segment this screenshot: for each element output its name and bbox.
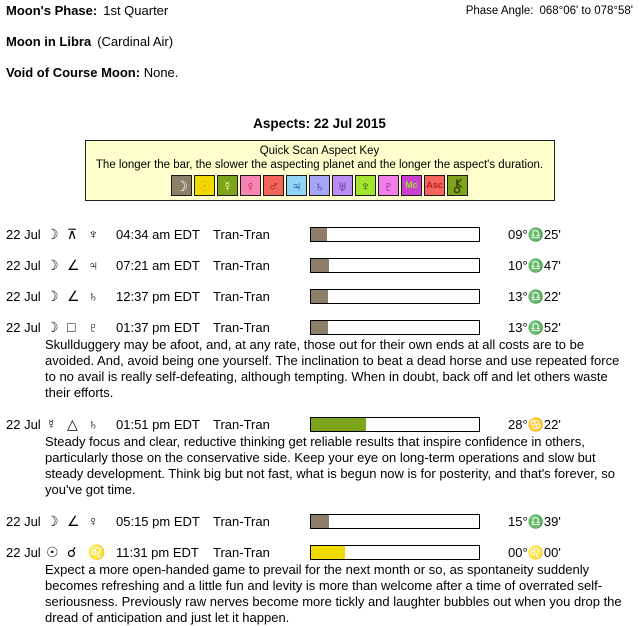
trine-aspect-glyph: △ <box>67 416 78 432</box>
aspect-row <box>6 514 633 529</box>
position-degrees: 13° <box>508 289 528 304</box>
aspect-date: 22 Jul <box>6 289 41 304</box>
saturn-glyph: ♄ <box>88 288 99 304</box>
square-aspect-glyph: □ <box>67 319 76 335</box>
aspect-position <box>508 289 561 304</box>
aspect-time: 12:37 pm EDT <box>116 289 200 304</box>
aspect-type: Tran-Tran <box>213 227 270 242</box>
cancer-sign-glyph: ♋ <box>527 417 544 432</box>
planet-key-saturn: ♄ <box>309 175 330 196</box>
neptune-glyph: ♆ <box>88 226 99 242</box>
position-minutes: 22' <box>543 289 561 304</box>
aspect-entry <box>6 514 633 529</box>
chiron-icon <box>451 178 464 194</box>
pluto-glyph: ♇ <box>88 319 99 335</box>
aspect-type: Tran-Tran <box>213 514 270 529</box>
aspect-glyphs <box>46 417 116 432</box>
sun-glyph: ☉ <box>46 544 59 560</box>
position-degrees: 10° <box>508 258 528 273</box>
aspect-key-subtitle: The longer the bar, the slower the aspecting planet and the longer the aspect's duration. <box>95 159 544 171</box>
position-minutes: 39' <box>543 514 561 529</box>
leo-glyph: ♌ <box>88 544 106 560</box>
aspect-glyphs <box>46 320 116 335</box>
void-of-course-line <box>6 66 633 80</box>
moon-sign-label: Moon in Libra <box>6 34 92 49</box>
aspect-glyphs <box>46 289 116 304</box>
moon-glyph: ☽ <box>46 319 59 335</box>
aspect-date: 22 Jul <box>6 227 41 242</box>
venus-glyph: ♀ <box>88 513 99 529</box>
aspect-position <box>508 258 561 273</box>
aspect-time: 04:34 am EDT <box>116 227 200 242</box>
libra-sign-glyph: ♎ <box>527 258 544 273</box>
aspect-entry <box>6 545 633 626</box>
planet-key-mars: ♂ <box>263 175 284 196</box>
planet-key-moon: ☽ <box>171 175 192 196</box>
aspect-row <box>6 320 633 335</box>
aspect-key-title: Quick Scan Aspect Key <box>259 145 380 157</box>
moon-phase-label: Moon's Phase: <box>6 3 98 18</box>
moon-glyph: ☽ <box>46 257 59 273</box>
aspect-glyphs <box>46 227 116 242</box>
saturn-glyph: ♄ <box>88 416 99 432</box>
position-degrees: 13° <box>508 320 528 335</box>
aspect-type: Tran-Tran <box>213 320 270 335</box>
position-degrees: 00° <box>508 545 528 560</box>
planet-key-jupiter: ♃ <box>286 175 307 196</box>
aspect-type: Tran-Tran <box>213 417 270 432</box>
aspect-position <box>508 417 561 432</box>
aspect-entry <box>6 258 633 273</box>
planet-key-pluto: ♇ <box>378 175 399 196</box>
position-degrees: 15° <box>508 514 528 529</box>
aspect-entry <box>6 227 633 242</box>
planet-key-uranus: ♅ <box>332 175 353 196</box>
planet-key-neptune: ♆ <box>355 175 376 196</box>
moon-sign-note: (Cardinal Air) <box>97 34 174 49</box>
header-section <box>6 4 633 80</box>
position-minutes: 52' <box>543 320 561 335</box>
aspect-time: 07:21 am EDT <box>116 258 200 273</box>
duration-bar <box>310 545 480 560</box>
duration-bar <box>310 320 480 335</box>
aspect-type: Tran-Tran <box>213 258 270 273</box>
planet-key-midheaven: Mc <box>401 175 422 196</box>
quincunx-aspect-glyph: ⊼ <box>67 226 78 242</box>
aspect-row <box>6 545 633 560</box>
aspect-time: 01:37 pm EDT <box>116 320 200 335</box>
libra-sign-glyph: ♎ <box>527 227 544 242</box>
aspect-interpretation: Skullduggery may be afoot, and, at any rate, those out for their own ends at all costs are to be avoided. And, avoid being one yourself. The inclination to beat a dead horse and use repeated force to no avail is really self-defeating, although tempting. When in doubt, back off and let others waste their efforts. <box>45 337 620 400</box>
planet-key-chiron <box>447 175 468 196</box>
mercury-glyph: ☿ <box>46 416 57 432</box>
aspect-interpretation: Expect a more open-handed game to prevail for the next month or so, as spontaneity suddenly becomes refreshing and a little fun and levity is more than welcome after a time of overrated self-seriousness. Previously raw nerves become more tickly and laughter bubbles out when you drop the dread of anticipation and just let it happen. <box>45 562 622 625</box>
aspect-date: 22 Jul <box>6 417 41 432</box>
planet-key-ascendant: Asc <box>424 175 445 196</box>
aspect-row <box>6 289 633 304</box>
libra-sign-glyph: ♎ <box>527 320 544 335</box>
duration-bar-fill <box>311 290 328 303</box>
aspect-entry <box>6 289 633 304</box>
duration-bar-fill <box>311 515 329 528</box>
aspect-key-box <box>85 140 555 201</box>
aspect-interpretation: Steady focus and clear, reductive thinking get reliable results that inspire confidence in others, particularly those on the conservative side. Keep your eye on long-term operations and slow but steady development. Think big but not fast, what is begun now is for posterity, and that's forever, so you've got time. <box>45 434 615 497</box>
duration-bar <box>310 514 480 529</box>
duration-bar-fill <box>311 321 328 334</box>
aspect-date: 22 Jul <box>6 545 41 560</box>
void-of-course-label: Void of Course Moon: <box>6 65 141 80</box>
aspect-time: 11:31 pm EDT <box>116 545 199 560</box>
phase-angle-line <box>466 4 633 18</box>
aspect-entry <box>6 320 633 401</box>
aspect-row <box>6 258 633 273</box>
aspect-glyphs <box>46 545 116 560</box>
void-of-course-value: None. <box>143 65 179 80</box>
semisquare-aspect-glyph: ∠ <box>67 513 80 529</box>
aspect-position <box>508 320 561 335</box>
duration-bar-fill <box>311 546 345 559</box>
aspect-type: Tran-Tran <box>213 289 270 304</box>
position-degrees: 09° <box>508 227 528 242</box>
jupiter-glyph: ♃ <box>88 257 99 273</box>
libra-sign-glyph: ♎ <box>527 514 544 529</box>
aspect-date: 22 Jul <box>6 514 41 529</box>
aspect-date: 22 Jul <box>6 258 41 273</box>
semisquare-aspect-glyph: ∠ <box>67 288 80 304</box>
aspect-list <box>6 227 633 626</box>
duration-bar <box>310 258 480 273</box>
aspect-glyphs <box>46 258 116 273</box>
aspect-glyphs <box>46 514 116 529</box>
phase-angle-label: Phase Angle: <box>465 5 534 17</box>
moon-glyph: ☽ <box>46 226 59 242</box>
aspect-row <box>6 227 633 242</box>
aspect-time: 05:15 pm EDT <box>116 514 200 529</box>
aspect-type: Tran-Tran <box>213 545 270 560</box>
duration-bar-fill <box>311 259 329 272</box>
duration-bar <box>310 417 480 432</box>
aspect-row <box>6 417 633 432</box>
position-minutes: 47' <box>543 258 561 273</box>
position-minutes: 22' <box>543 417 561 432</box>
conjunction-aspect-glyph: ☌ <box>67 544 77 560</box>
planet-key-venus: ♀ <box>240 175 261 196</box>
duration-bar-fill <box>311 228 327 241</box>
position-minutes: 25' <box>543 227 561 242</box>
moon-glyph: ☽ <box>46 513 59 529</box>
aspect-position <box>508 545 561 560</box>
moon-sign-line <box>6 35 633 49</box>
planet-key-strip <box>86 175 554 196</box>
moon-phase-line <box>6 4 168 18</box>
planet-key-sun: ☉ <box>194 175 215 196</box>
aspect-entry <box>6 417 633 498</box>
leo-sign-glyph: ♌ <box>527 545 544 560</box>
semisquare-aspect-glyph: ∠ <box>67 257 80 273</box>
duration-bar-fill <box>311 418 366 431</box>
aspect-position <box>508 514 561 529</box>
aspect-position <box>508 227 561 242</box>
aspect-time: 01:51 pm EDT <box>116 417 200 432</box>
moon-phase-value: 1st Quarter <box>103 3 169 18</box>
moon-glyph: ☽ <box>46 288 59 304</box>
planet-key-mercury: ☿ <box>217 175 238 196</box>
aspects-title: Aspects: 22 Jul 2015 <box>253 116 386 131</box>
libra-sign-glyph: ♎ <box>527 289 544 304</box>
position-degrees: 28° <box>508 417 528 432</box>
position-minutes: 00' <box>543 545 561 560</box>
duration-bar <box>310 289 480 304</box>
duration-bar <box>310 227 480 242</box>
aspect-date: 22 Jul <box>6 320 41 335</box>
phase-angle-value: 068°06' to 078°58' <box>539 5 633 17</box>
